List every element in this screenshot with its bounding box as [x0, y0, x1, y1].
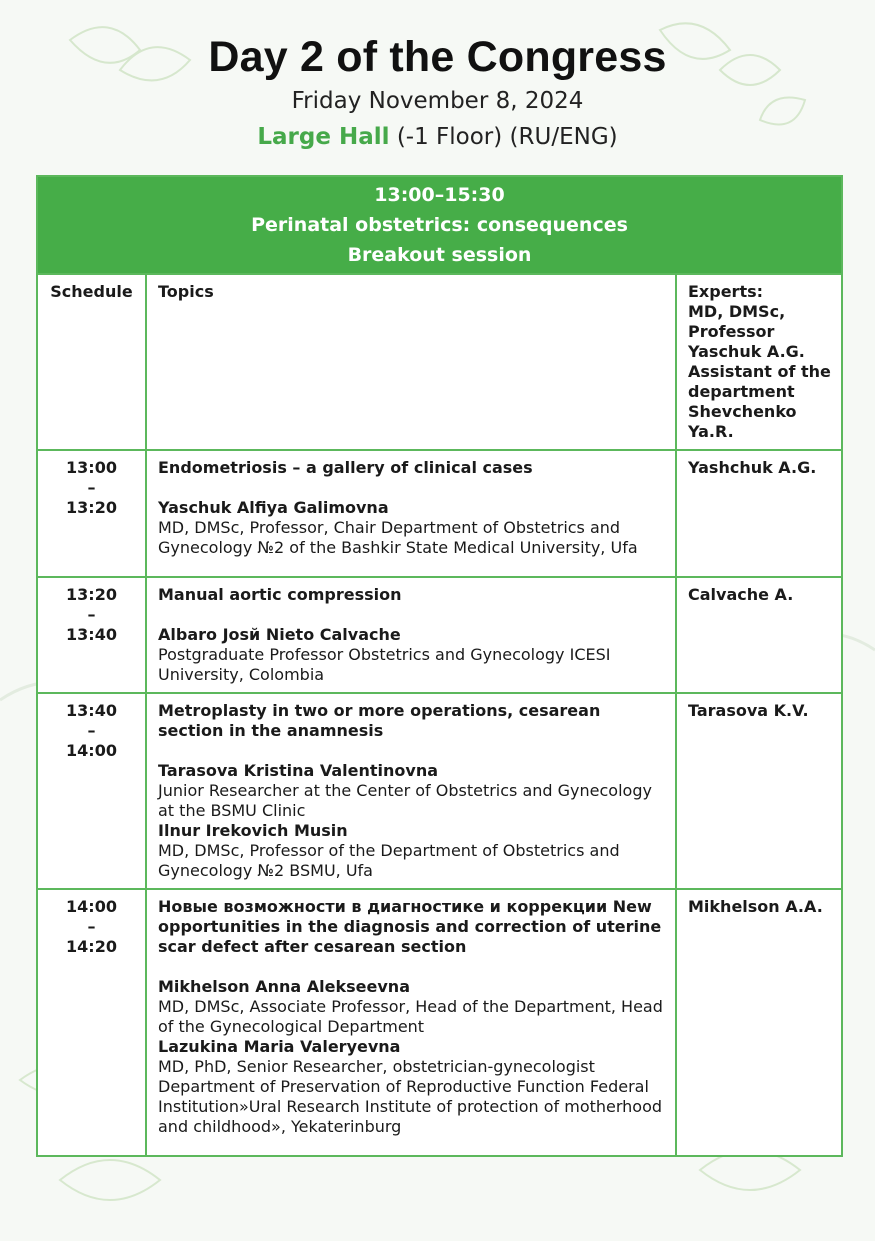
- event-date: Friday November 8, 2024: [291, 88, 584, 114]
- page-header: [0, 30, 875, 152]
- speaker-name: Albaro Josй Nieto Calvache: [158, 625, 401, 644]
- session-banner-cell: [37, 176, 842, 274]
- time-cell: [37, 889, 146, 1156]
- topic-cell: [146, 577, 676, 693]
- time-dash: –: [87, 721, 96, 740]
- schedule-header: Schedule: [37, 274, 146, 450]
- time-cell: [37, 693, 146, 889]
- expert-cell: Mikhelson A.A.: [676, 889, 842, 1156]
- session-banner: [37, 176, 842, 274]
- table-row: [37, 889, 842, 1156]
- session-time: 13:00–15:30: [374, 184, 505, 206]
- experts-line: Yaschuk A.G.: [688, 342, 805, 361]
- speaker-details: MD, PhD, Senior Researcher, obstetrician-gynecologist Department of Preservation of Reproductive Function Federal Institution»Ural Research Institute of protection of motherhood and childhood», Yekaterinburg: [158, 1057, 663, 1136]
- table-row: [37, 577, 842, 693]
- topic-title: Endometriosis – a gallery of clinical cases: [158, 458, 533, 477]
- topic-cell: [146, 450, 676, 577]
- hall-name: Large Hall: [257, 124, 390, 150]
- time-cell: [37, 577, 146, 693]
- time-start: 13:00: [66, 458, 117, 477]
- time-end: 14:00: [66, 741, 117, 760]
- topic-title: Manual aortic compression: [158, 585, 402, 604]
- speaker-name: Ilnur Irekovich Musin: [158, 821, 348, 840]
- hall-details: (-1 Floor) (RU/ENG): [396, 124, 618, 150]
- topic-title: Metroplasty in two or more operations, cesarean section in the anamnesis: [158, 701, 601, 740]
- hall-info: [0, 122, 875, 152]
- session-title: Perinatal obstetrics: consequences: [251, 214, 628, 236]
- time-cell: [37, 450, 146, 577]
- topics-header: Topics: [146, 274, 676, 450]
- experts-line: Shevchenko: [688, 402, 797, 421]
- experts-line: Assistant of the: [688, 362, 831, 381]
- session-type: Breakout session: [347, 244, 532, 266]
- time-dash: –: [87, 917, 96, 936]
- experts-header: [676, 274, 842, 450]
- experts-line: Experts:: [688, 282, 764, 301]
- speaker-details: MD, DMSc, Professor of the Department of Obstetrics and Gynecology №2 BSMU, Ufa: [158, 841, 620, 880]
- program-table: [36, 175, 843, 1157]
- topic-cell: [146, 693, 676, 889]
- expert-cell: Yashchuk A.G.: [676, 450, 842, 577]
- speaker-name: Yaschuk Alfiya Galimovna: [158, 498, 389, 517]
- speaker-name: Mikhelson Anna Alekseevna: [158, 977, 410, 996]
- topic-cell: [146, 889, 676, 1156]
- time-dash: –: [87, 478, 96, 497]
- speaker-name: Lazukina Maria Valeryevna: [158, 1037, 401, 1056]
- experts-line: Professor: [688, 322, 775, 341]
- expert-cell: Calvache A.: [676, 577, 842, 693]
- speaker-details: Postgraduate Professor Obstetrics and Gynecology ICESI University, Colombia: [158, 645, 611, 684]
- table-row: [37, 693, 842, 889]
- experts-line: Ya.R.: [688, 422, 734, 441]
- time-start: 13:40: [66, 701, 117, 720]
- speaker-details: Junior Researcher at the Center of Obstetrics and Gynecology at the BSMU Clinic: [158, 781, 652, 820]
- column-header-row: [37, 274, 842, 450]
- table-row: [37, 450, 842, 577]
- speaker-details: MD, DMSc, Associate Professor, Head of the Department, Head of the Gynecological Department: [158, 997, 663, 1036]
- time-end: 13:20: [66, 498, 117, 517]
- time-end: 13:40: [66, 625, 117, 644]
- time-dash: –: [87, 605, 96, 624]
- time-start: 14:00: [66, 897, 117, 916]
- page-title: Day 2 of the Congress: [208, 33, 667, 81]
- speaker-name: Tarasova Kristina Valentinovna: [158, 761, 438, 780]
- time-start: 13:20: [66, 585, 117, 604]
- experts-line: MD, DMSc,: [688, 302, 786, 321]
- time-end: 14:20: [66, 937, 117, 956]
- expert-cell: Tarasova K.V.: [676, 693, 842, 889]
- experts-line: department: [688, 382, 795, 401]
- speaker-details: MD, DMSc, Professor, Chair Department of Obstetrics and Gynecology №2 of the Bashkir State Medical University, Ufa: [158, 518, 638, 557]
- topic-title: Новые возможности в диагностике и коррекции New opportunities in the diagnosis and correction of uterine scar defect after cesarean section: [158, 897, 662, 956]
